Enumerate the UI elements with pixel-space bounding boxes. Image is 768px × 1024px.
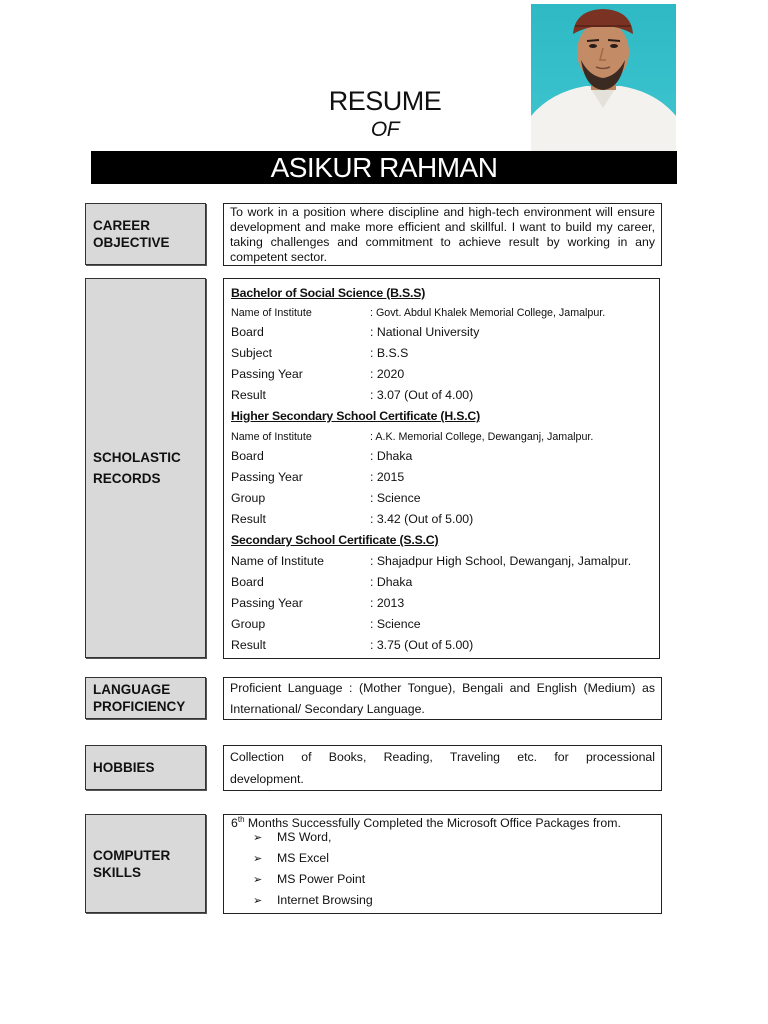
intro-text: Months Successfully Completed the Microsoft Office Packages from. xyxy=(244,816,621,830)
row-value: : A.K. Memorial College, Dewanganj, Jamalpur. xyxy=(370,431,594,443)
career-objective-text: To work in a position where discipline and high-tech environment will ensure development and make more efficient and skillful. I want to build my career, taking challenges and commitment to achieve result by working in any competent sector. xyxy=(230,205,655,264)
row-value: : National University xyxy=(370,325,480,339)
skill-label: MS Excel xyxy=(277,851,329,865)
arrow-bullet-icon: ➢ xyxy=(253,895,263,907)
language-proficiency-label: LANGUAGE PROFICIENCY xyxy=(85,677,206,719)
row-key: Passing Year xyxy=(231,367,303,381)
hobbies-line-2: development. xyxy=(230,772,304,786)
education-row xyxy=(231,470,651,490)
intro-superscript: th xyxy=(237,814,245,824)
skill-label: MS Power Point xyxy=(277,872,366,886)
hobbies-line-1: Collection of Books, Reading, Traveling etc. for processional xyxy=(230,750,655,764)
row-value: : 2015 xyxy=(370,470,405,484)
row-key: Name of Institute xyxy=(231,554,324,568)
row-key: Board xyxy=(231,325,264,339)
career-objective-box xyxy=(223,203,662,266)
skill-item xyxy=(253,872,365,888)
education-row xyxy=(231,325,651,345)
hobbies-box xyxy=(223,745,662,791)
scholastic-records-label: SCHOLASTIC RECORDS xyxy=(85,278,206,658)
arrow-bullet-icon: ➢ xyxy=(253,853,263,865)
scholastic-records-box xyxy=(223,278,660,659)
education-row xyxy=(231,512,651,532)
row-value: : Govt. Abdul Khalek Memorial College, Jamalpur. xyxy=(370,307,606,319)
education-row xyxy=(231,575,651,595)
skill-item xyxy=(253,893,373,909)
skill-label: MS Word, xyxy=(277,830,332,844)
education-heading-bss: Bachelor of Social Science (B.S.S) xyxy=(231,286,426,300)
candidate-name: ASIKUR RAHMAN xyxy=(270,151,498,183)
row-value: : Science xyxy=(370,491,421,505)
intro-number: 6 xyxy=(231,816,238,830)
name-banner xyxy=(91,151,677,184)
skill-item xyxy=(253,851,329,867)
row-key: Board xyxy=(231,575,264,589)
skill-label: Internet Browsing xyxy=(277,893,373,907)
row-key: Passing Year xyxy=(231,596,303,610)
language-line-1: Proficient Language : (Mother Tongue), Bengali and English (Medium) as xyxy=(230,681,655,695)
resume-title: RESUME xyxy=(328,86,442,116)
education-row xyxy=(231,554,651,574)
language-proficiency-box xyxy=(223,677,662,720)
education-row xyxy=(231,449,651,469)
education-row xyxy=(231,306,651,326)
row-value: : 3.07 (Out of 4.00) xyxy=(370,388,474,402)
row-value: : Dhaka xyxy=(370,449,413,463)
row-value: : Dhaka xyxy=(370,575,413,589)
row-key: Result xyxy=(231,512,266,526)
education-row xyxy=(231,596,651,616)
row-value: : 2020 xyxy=(370,367,405,381)
row-value: : Shajadpur High School, Dewanganj, Jamalpur. xyxy=(370,554,632,568)
education-row xyxy=(231,388,651,408)
row-key: Group xyxy=(231,617,266,631)
arrow-bullet-icon: ➢ xyxy=(253,874,263,886)
education-heading-ssc: Secondary School Certificate (S.S.C) xyxy=(231,533,439,547)
row-key: Result xyxy=(231,388,266,402)
education-row xyxy=(231,638,651,658)
hobbies-label: HOBBIES xyxy=(85,745,206,790)
education-row xyxy=(231,491,651,511)
profile-photo xyxy=(531,4,676,151)
computer-skills-box xyxy=(223,814,662,914)
education-heading-hsc: Higher Secondary School Certificate (H.S.C) xyxy=(231,409,481,423)
education-row xyxy=(231,430,651,450)
row-key: Passing Year xyxy=(231,470,303,484)
education-row xyxy=(231,346,651,366)
row-value: : 3.75 (Out of 5.00) xyxy=(370,638,474,652)
career-objective-label: CAREER OBJECTIVE xyxy=(85,203,206,265)
education-row xyxy=(231,367,651,387)
row-value: : B.S.S xyxy=(370,346,409,360)
row-key: Name of Institute xyxy=(231,307,312,319)
skill-item xyxy=(253,830,331,846)
row-key: Group xyxy=(231,491,266,505)
computer-skills-label: COMPUTER SKILLS xyxy=(85,814,206,913)
computer-skills-intro xyxy=(231,816,621,831)
row-key: Board xyxy=(231,449,264,463)
education-row xyxy=(231,617,651,637)
resume-of: OF xyxy=(370,118,400,141)
row-value: : 3.42 (Out of 5.00) xyxy=(370,512,474,526)
row-value: : Science xyxy=(370,617,421,631)
row-key: Subject xyxy=(231,346,273,360)
language-line-2: International/ Secondary Language. xyxy=(230,702,425,716)
row-key: Name of Institute xyxy=(231,431,312,443)
row-value: : 2013 xyxy=(370,596,405,610)
arrow-bullet-icon: ➢ xyxy=(253,832,263,844)
row-key: Result xyxy=(231,638,266,652)
